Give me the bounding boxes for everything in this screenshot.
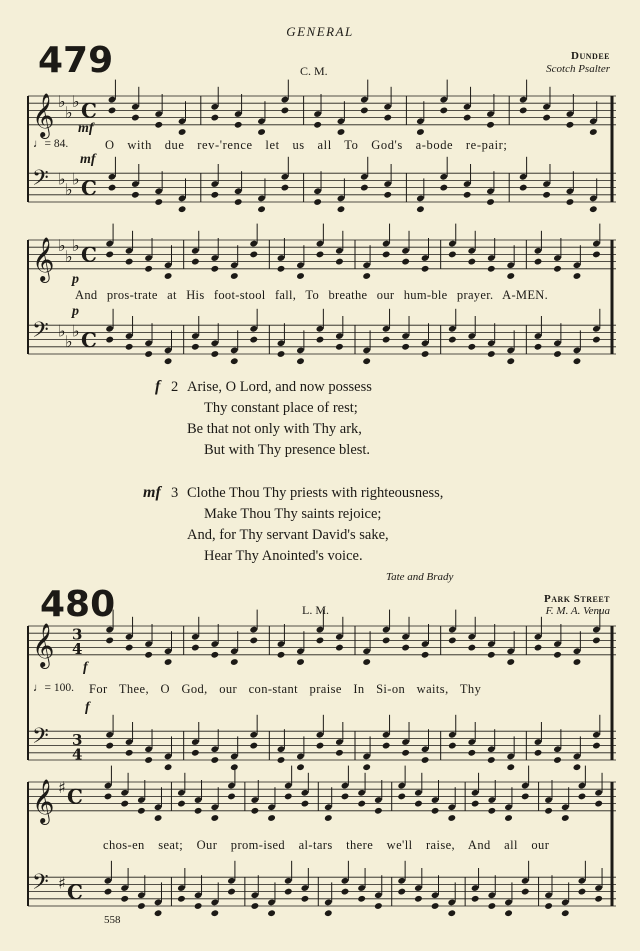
page-number: 558 [104, 914, 121, 926]
dynamic-marking: p [72, 272, 79, 287]
stanza-line: Hear Thy Anointed's voice. [204, 548, 363, 564]
stanza-2 [187, 377, 372, 461]
hymn-number: 480 [40, 584, 116, 625]
svg-text:𝄢: 𝄢 [32, 724, 49, 755]
stanza-line: Be that not only with Thy ark, [187, 421, 362, 437]
svg-text:C: C [81, 242, 97, 267]
svg-text:♭: ♭ [72, 236, 80, 256]
lyrics-line: O with due rev-'rence let us all To God's a-bode re-pair; [105, 138, 508, 152]
lyrics-line: chos-en seat; Our prom-ised al-tars there we'll raise, And all our [103, 838, 550, 852]
stanza-dynamic: f [155, 378, 161, 395]
stanza-line: Clothe Thou Thy priests with righteousness, [187, 485, 444, 501]
svg-text:3: 3 [72, 625, 83, 644]
lyrics-line: And pros-trate at His foot-stool fall, To breathe our hum-ble prayer. A-MEN. [75, 288, 549, 302]
stanza-line: And, for Thy servant David's sake, [187, 527, 389, 543]
svg-text:♭: ♭ [58, 236, 66, 256]
svg-text:C: C [81, 327, 97, 352]
svg-text:♭: ♭ [58, 169, 66, 189]
svg-text:♭: ♭ [72, 169, 80, 189]
svg-text:♭: ♭ [65, 247, 73, 266]
tempo-marking: ♩= 100. [33, 682, 74, 694]
tune-name: Dundee [571, 50, 610, 62]
tune-source: Scotch Psalter [546, 63, 610, 75]
svg-text:4: 4 [72, 745, 83, 764]
hymn-meter: L. M. [302, 603, 329, 617]
text-attribution: Tate and Brady [386, 571, 454, 583]
svg-text:♭: ♭ [58, 92, 66, 112]
section-heading: GENERAL [286, 24, 354, 39]
stanza-line: Arise, O Lord, and now possess [187, 379, 372, 395]
dynamic-marking: f [83, 660, 88, 675]
dynamic-marking: mf [78, 121, 94, 136]
tempo-marking: ♩= 84. [33, 138, 69, 150]
svg-text:C: C [67, 879, 83, 904]
hymn-meter: C. M. [300, 64, 328, 78]
svg-text:𝄞: 𝄞 [32, 622, 55, 667]
dynamic-marking: mf [80, 152, 96, 167]
svg-text:♭: ♭ [65, 103, 73, 122]
svg-text:C: C [81, 175, 97, 200]
lyrics-line: For Thee, O God, our con-stant praise In Si-on waits, Thy [89, 682, 482, 696]
svg-text:♭: ♭ [72, 92, 80, 112]
stanza-dynamic: mf [143, 484, 161, 501]
svg-text:♭: ♭ [65, 180, 73, 200]
stanza-line: Thy constant place of rest; [204, 400, 358, 416]
svg-text:4: 4 [72, 640, 83, 659]
svg-text:♭: ♭ [72, 321, 80, 341]
svg-text:𝄞: 𝄞 [32, 236, 55, 281]
svg-text:𝄞: 𝄞 [32, 92, 55, 137]
dynamic-marking: f [85, 700, 90, 715]
dynamic-marking: p [72, 304, 79, 319]
tune-name: Park Street [544, 593, 610, 605]
hymn-number: 479 [38, 40, 114, 81]
svg-text:♯: ♯ [58, 778, 66, 798]
svg-text:𝄢: 𝄢 [32, 318, 49, 349]
svg-text:𝄞: 𝄞 [32, 778, 55, 823]
stanza-number: 3 [171, 485, 179, 501]
svg-text:𝄢: 𝄢 [32, 870, 49, 901]
svg-text:♯: ♯ [58, 873, 66, 893]
svg-text:C: C [67, 784, 83, 809]
stanza-3 [187, 483, 443, 567]
stanza-line: But with Thy presence blest. [204, 442, 371, 458]
svg-text:♭: ♭ [65, 332, 73, 352]
svg-text:♭: ♭ [58, 321, 66, 341]
svg-text:C: C [81, 98, 97, 123]
stanza-line: Make Thou Thy saints rejoice; [204, 506, 382, 522]
stanza-number: 2 [171, 379, 179, 395]
svg-text:𝄢: 𝄢 [32, 166, 49, 197]
tune-source: F. M. A. Venua [545, 605, 610, 617]
svg-text:3: 3 [72, 730, 83, 749]
